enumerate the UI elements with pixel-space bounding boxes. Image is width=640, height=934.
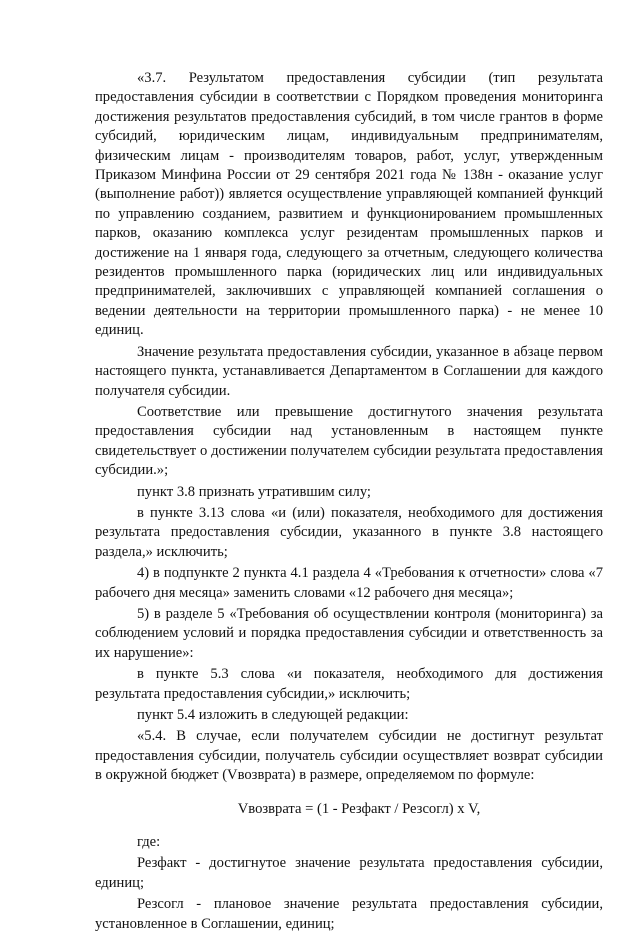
paragraph-3-7: «3.7. Результатом предоставления субсидии (тип результата предоставления субсидии в соответствии с Порядком проведения мониторинга достижения результатов предоставления субсидий, в том числе грантов в форме субсидий, юридическим лицам, индивидуальным предпринимателям, физическим лицам - производителям товаров, работ, услуг, утвержденным Приказом Минфина России от 29 сентября 2021 года № 138н - оказание услуг (выполнение работ)) является осуществление управляющей компанией функций по управлению созданием, развитием и функционированием промышленных парков, оказанию комплекса услуг резидентам промышленных парков и достижение на 1 января года, следующего за отчетным, следующего количества резидентов промышленного парка (юридических лиц или индивидуальных предпринимателей, заключивших с управляющей компанией соглашения о ведении деятельности на территории промышленного парка) - не менее 10 единиц. — [95, 70, 603, 339]
document-body — [95, 69, 603, 934]
paragraph-where: где: — [137, 834, 161, 851]
paragraph-section-5: 5) в разделе 5 «Требования об осуществлении контроля (мониторинга) за соблюдением условий и порядка предоставления субсидии и ответственность за их нарушение»: — [95, 605, 603, 661]
paragraph-3-13: в пункте 3.13 слова «и (или) показателя, необходимого для достижения результата предоставления субсидии, указанного в пункте 3.8 настоящего раздела,» исключить; — [95, 504, 603, 560]
definition-rezsogl: Резсогл - плановое значение результата предоставления субсидии, установленное в Соглашении, единиц; — [95, 896, 603, 932]
paragraph-3-8-void: пункт 3.8 признать утратившим силу; — [137, 483, 371, 500]
paragraph-5-4-intro: пункт 5.4 изложить в следующей редакции: — [137, 707, 409, 723]
paragraph-compliance: Соответствие или превышение достигнутого значения результата предоставления субсидии над установленным в настоящем пункте свидетельствует о достижении получателем субсидии результата предоставления субсидии.»; — [95, 403, 603, 479]
paragraph-5-4: «5.4. В случае, если получателем субсидии не достигнут результат предоставления субсидии, получатель субсидии осуществляет возврат субсидии в окружной бюджет (Vвозврата) в размере, определяемом по формуле: — [95, 728, 603, 784]
paragraph-4-1: 4) в подпункте 2 пункта 4.1 раздела 4 «Требования к отчетности» слова «7 рабочего дня месяца» заменить словами «12 рабочего дня месяца»; — [95, 565, 603, 601]
refund-formula: Vвозврата = (1 - Резфакт / Резсогл) x V, — [237, 800, 481, 817]
definition-rezfakt: Резфакт - достигнутое значение результата предоставления субсидии, единиц; — [95, 855, 603, 891]
paragraph-5-3: в пункте 5.3 слова «и показателя, необходимого для достижения результата предоставления субсидии,» исключить; — [95, 666, 603, 702]
paragraph-result-value: Значение результата предоставления субсидии, указанное в абзаце первом настоящего пункта, устанавливается Департаментом в Соглашении для каждого получателя субсидии. — [95, 343, 603, 399]
